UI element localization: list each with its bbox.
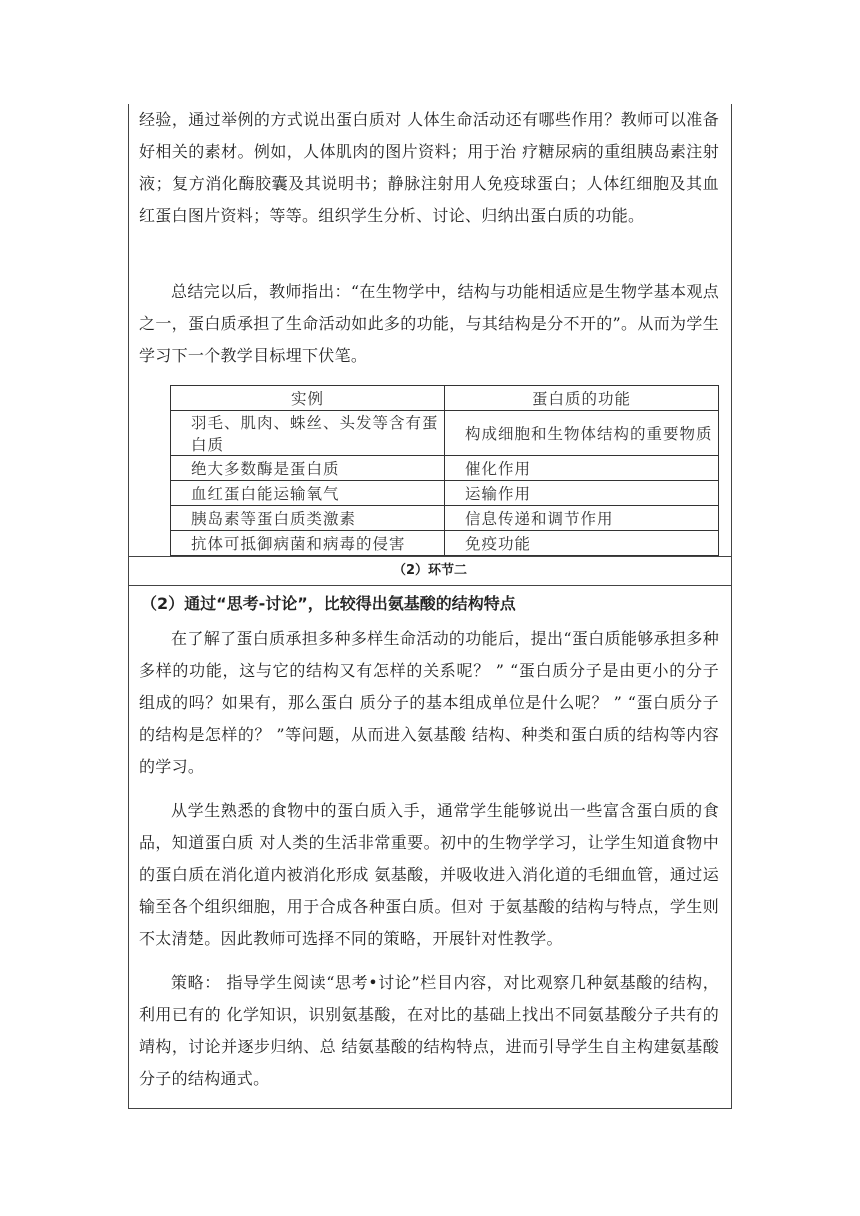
paragraph-protein-examples: 经验，通过举例的方式说出蛋白质对 人体生命活动还有哪些作用？教师可以准备好相关的素材。例如，人体肌肉的图片资料；用于治 疗糖尿病的重组胰岛素注射液；复方消化酶胶囊及其说明书；静脉注射用人免疫球蛋白；人体红细胞及其血红蛋白图片资料；等等。组织学生分析、讨论、归纳出蛋白质的功能。 — [139, 110, 719, 225]
table-row — [171, 481, 719, 506]
section-heading: （2）通过“思考-讨论”，比较得出氨基酸的结构特点 — [141, 594, 516, 613]
table-cell-function: 构成细胞和生物体结构的重要物质 — [445, 411, 719, 456]
table-cell-example: 抗体可抵御病菌和病毒的侵害 — [171, 531, 445, 556]
table-row — [171, 531, 719, 556]
table-cell-example: 绝大多数酶是蛋白质 — [171, 456, 445, 481]
table-row — [171, 456, 719, 481]
table-row — [171, 506, 719, 531]
table-cell-function: 运输作用 — [445, 481, 719, 506]
header-function: 蛋白质的功能 — [445, 386, 719, 411]
table-cell-example: 胰岛素等蛋白质类激素 — [171, 506, 445, 531]
table-row — [171, 411, 719, 456]
table-cell-function: 催化作用 — [445, 456, 719, 481]
paragraph-summary: 总结完以后，教师指出：“在生物学中，结构与功能相适应是生物学基本观点之一，蛋白质承担了生命活动如此多的功能，与其结构是分不开的”。从而为学生学习下一个教学目标埋下伏笔。 — [139, 282, 719, 365]
table-cell-example: 血红蛋白能运输氧气 — [171, 481, 445, 506]
table-header-row — [171, 386, 719, 411]
section-title-bar: （2）环节二 — [392, 563, 468, 578]
paragraph-strategy: 策略： 指导学生阅读“思考•讨论”栏目内容，对比观察几种氨基酸的结构，利用已有的 化学知识，识别氨基酸，在对比的基础上找出不同氨基酸分子共有的靖构，讨论并逐步归纳、总 结氨基酸的结构特点，进而引导学生自主构建氨基酸分子的结构通式。 — [139, 973, 719, 1088]
table-cell-function: 信息传递和调节作用 — [445, 506, 719, 531]
lesson-plan-cell — [128, 104, 732, 1109]
paragraph-background: 从学生熟悉的食物中的蛋白质入手，通常学生能够说出一些富含蛋白质的食品，知道蛋白质 对人类的生活非常重要。初中的生物学学习，让学生知道食物中的蛋白质在消化道内被消化形成 氨基酸，并吸收进入消化道的毛细血管，通过运输至各个组织细胞，用于合成各种蛋白质。但对 于氨基酸的结构与特点，学生则不太清楚。因此教师可选择不同的策略，开展针对性教学。 — [139, 801, 719, 948]
paragraph-questions: 在了解了蛋白质承担多种多样生命活动的功能后，提出“蛋白质能够承担多种多样的功能，这与它的结构又有怎样的关系呢？ ” “蛋白质分子是由更小的分子组成的吗？如果有，那么蛋白 质分子的基本组成单位是什么呢？ ” “蛋白质分子的结构是怎样的？ ”等问题，从而进入氨基酸 结构、种类和蛋白质的结构等内容的学习。 — [139, 629, 719, 776]
protein-function-table — [170, 385, 719, 556]
table-cell-example: 羽毛、肌肉、蛛丝、头发等含有蛋白质 — [171, 411, 445, 456]
section-divider — [129, 585, 731, 586]
table-cell-function: 免疫功能 — [445, 531, 719, 556]
header-example: 实例 — [171, 386, 445, 411]
